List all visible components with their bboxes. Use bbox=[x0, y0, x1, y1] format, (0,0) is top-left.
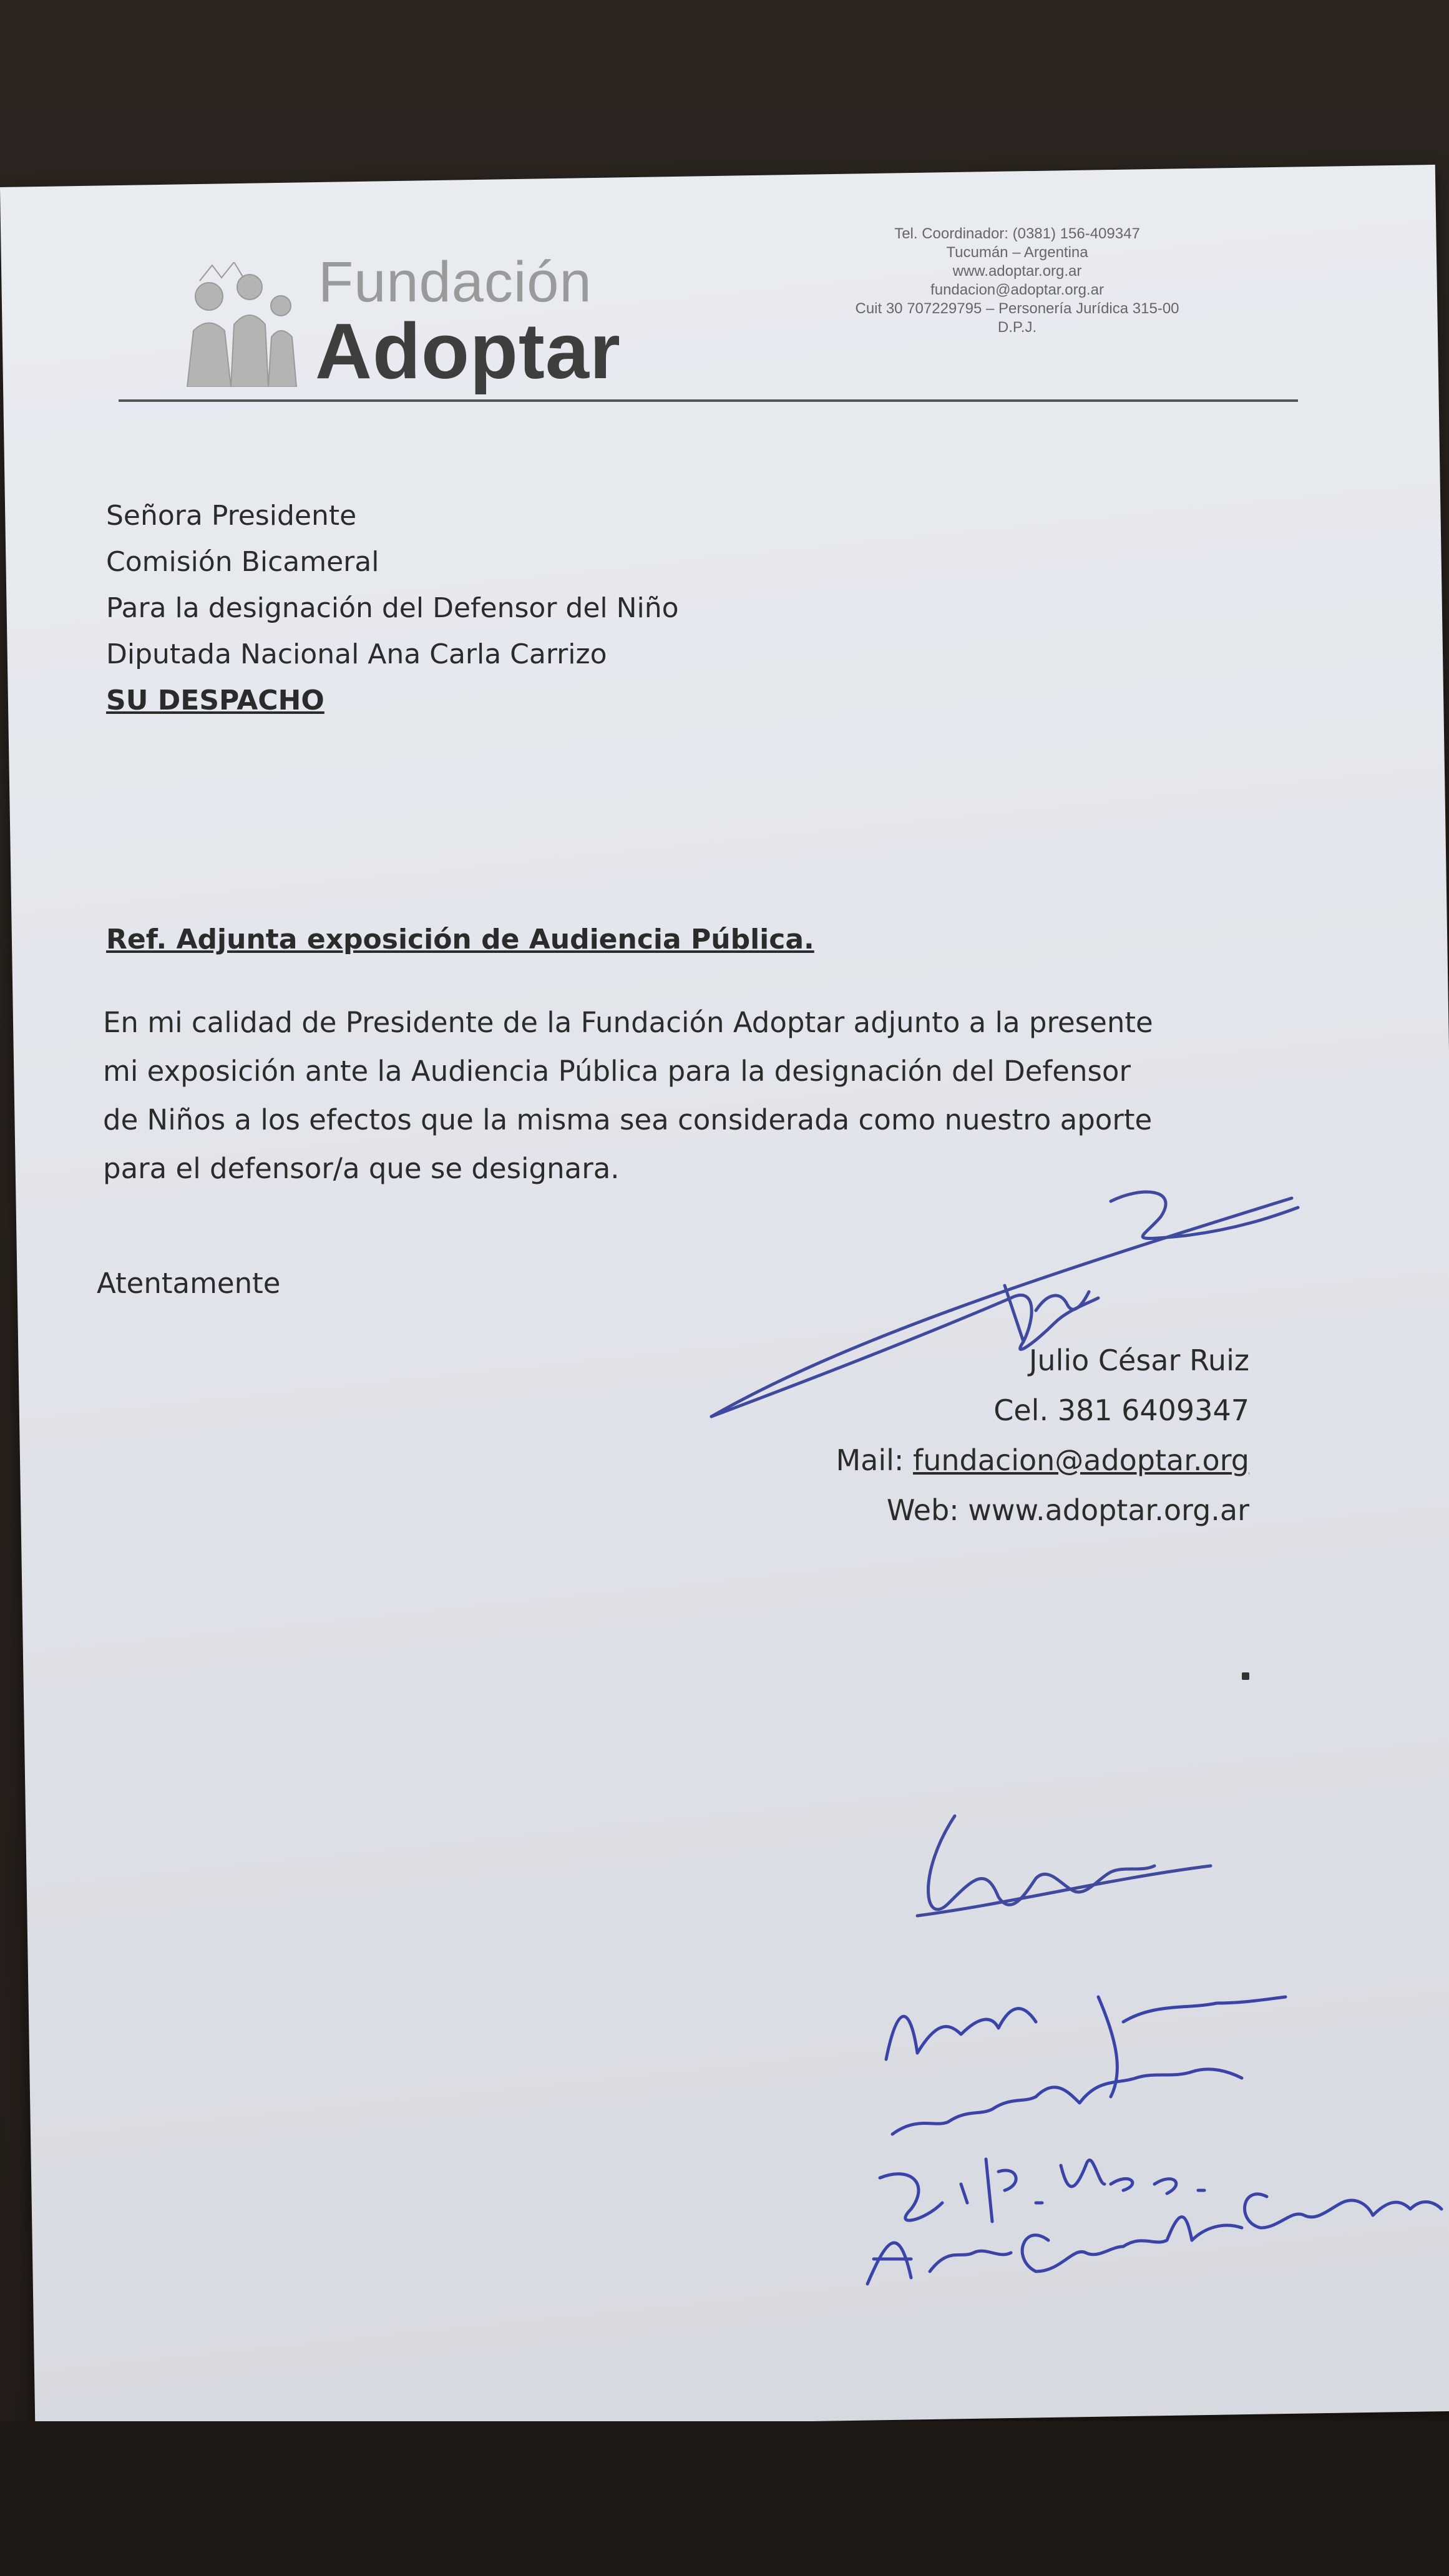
recipient-line-1: Señora Presidente bbox=[106, 500, 357, 532]
letterhead-contact bbox=[749, 225, 1286, 337]
recipient-line-3: Para la designación del Defensor del Niño bbox=[106, 592, 679, 624]
foundation-logo bbox=[175, 250, 674, 399]
contact-email: fundacion@adoptar.org.ar bbox=[930, 281, 1104, 298]
recipient-line-4: Diputada Nacional Ana Carla Carrizo bbox=[106, 638, 607, 670]
recipient-line-2: Comisión Bicameral bbox=[106, 546, 379, 578]
signer-email-link[interactable]: fundacion@adoptar.org bbox=[913, 1443, 1249, 1477]
logo-text-adoptar: Adoptar bbox=[315, 307, 621, 395]
signer-mail-row bbox=[836, 1435, 1249, 1485]
signer-name: Julio César Ruiz bbox=[1028, 1344, 1249, 1377]
contact-website: www.adoptar.org.ar bbox=[952, 263, 1082, 280]
body-line-4: para el defensor/a que se designara. bbox=[103, 1152, 620, 1185]
body-line-3: de Niños a los efectos que la misma sea considerada como nuestro aporte bbox=[103, 1103, 1153, 1136]
contact-location: Tucumán – Argentina bbox=[946, 244, 1088, 261]
contact-phone: Tel. Coordinador: (0381) 156-409347 bbox=[894, 225, 1140, 242]
contact-cuit: Cuit 30 707229795 – Personería Jurídica 315-00 bbox=[855, 300, 1179, 317]
signature-block bbox=[836, 1335, 1249, 1535]
table-surface bbox=[0, 2421, 1449, 2576]
paper-speck bbox=[1242, 1672, 1249, 1680]
contact-dpj: D.P.J. bbox=[997, 319, 1037, 336]
letterhead-divider bbox=[119, 399, 1298, 402]
recipient-despacho: SU DESPACHO bbox=[106, 685, 324, 716]
reference-line: Ref. Adjunta exposición de Audiencia Pública. bbox=[106, 924, 814, 955]
closing-salutation: Atentamente bbox=[97, 1267, 281, 1300]
signer-phone: Cel. 381 6409347 bbox=[993, 1393, 1249, 1427]
letter-body bbox=[103, 998, 1289, 1193]
mail-label: Mail: bbox=[836, 1443, 914, 1477]
signer-web: Web: www.adoptar.org.ar bbox=[886, 1493, 1249, 1527]
body-line-2: mi exposición ante la Audiencia Pública para la designación del Defensor bbox=[103, 1055, 1131, 1088]
logo-text-fundacion: Fundación bbox=[318, 250, 592, 314]
body-line-1: En mi calidad de Presidente de la Fundación Adoptar adjunto a la presente bbox=[103, 1006, 1153, 1039]
recipient-block bbox=[106, 493, 679, 724]
family-silhouette-icon bbox=[175, 262, 306, 387]
